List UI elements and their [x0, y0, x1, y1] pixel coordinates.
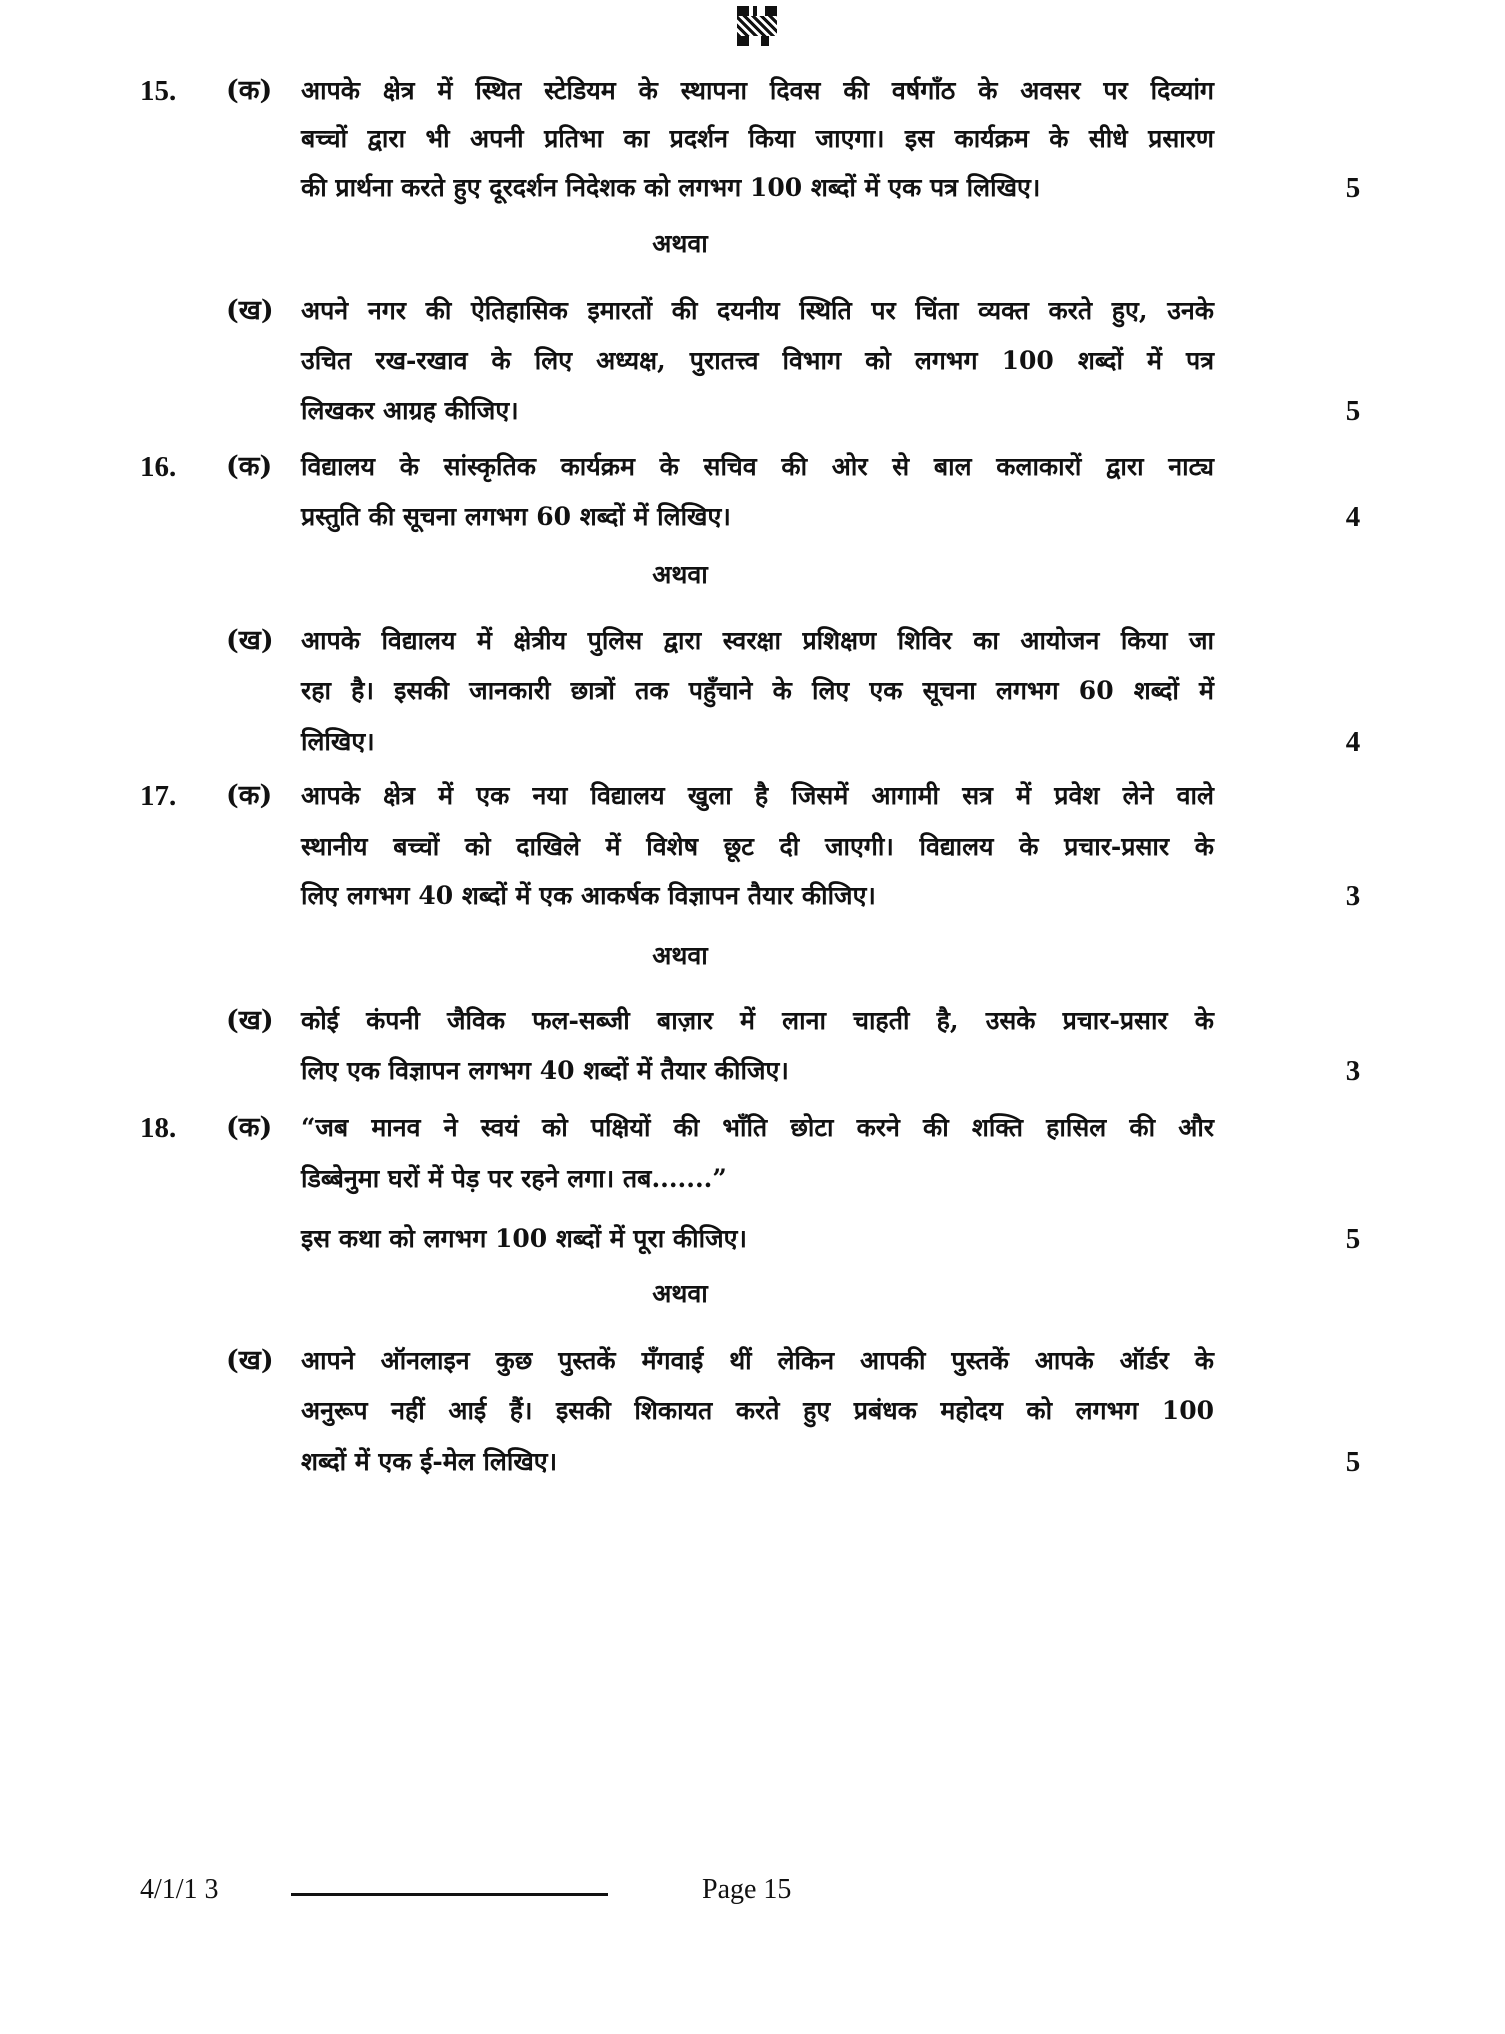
question-text-line: रहा है। इसकी जानकारी छात्रों तक पहुँचाने के लिए एक सूचना लगभग 60 शब्दों में: [301, 676, 1214, 705]
question-number: 15.: [140, 75, 177, 107]
question-text-line: की प्रार्थना करते हुए दूरदर्शन निदेशक को लगभग 100 शब्दों में एक पत्र लिखिए।: [301, 173, 1041, 202]
page-number: Page 15: [702, 1874, 792, 1905]
question-text-line: प्रस्तुति की सूचना लगभग 60 शब्दों में लिखिए।: [301, 502, 731, 531]
question-text-line: लिए लगभग 40 शब्दों में एक आकर्षक विज्ञापन तैयार कीजिए।: [301, 881, 876, 910]
part-label: (ख): [226, 625, 274, 656]
question-text-line: स्थानीय बच्चों को दाखिले में विशेष छूट दी जाएगी। विद्यालय के प्रचार-प्रसार के: [301, 832, 1214, 861]
marks: 3: [1345, 1055, 1361, 1087]
question-text-line: लिखिए।: [301, 727, 375, 756]
question-text-line: उचित रख-रखाव के लिए अध्यक्ष, पुरातत्त्व विभाग को लगभग 100 शब्दों में पत्र: [301, 346, 1214, 375]
part-label: (क): [226, 451, 273, 482]
question-text-line: “जब मानव ने स्वयं को पक्षियों की भाँति छोटा करने की शक्ति हासिल की और: [301, 1113, 1214, 1142]
marks: 5: [1345, 1446, 1361, 1478]
question-number: 17.: [140, 780, 177, 812]
marks: 4: [1345, 501, 1361, 533]
or-divider: अथवा: [652, 229, 708, 258]
question-text-line: बच्चों द्वारा भी अपनी प्रतिभा का प्रदर्शन किया जाएगा। इस कार्यक्रम के सीधे प्रसारण: [301, 124, 1214, 153]
question-text-line: विद्यालय के सांस्कृतिक कार्यक्रम के सचिव की ओर से बाल कलाकारों द्वारा नाट्य: [301, 452, 1214, 481]
part-label: (ख): [226, 1345, 274, 1376]
paper-code: 4/1/1 3: [140, 1874, 219, 1905]
question-text-line: अपने नगर की ऐतिहासिक इमारतों की दयनीय स्थिति पर चिंता व्यक्त करते हुए, उनके: [301, 296, 1214, 325]
question-text-line: इस कथा को लगभग 100 शब्दों में पूरा कीजिए।: [301, 1224, 747, 1253]
part-label: (ख): [226, 295, 274, 326]
marks: 5: [1345, 1223, 1361, 1255]
marks: 5: [1345, 172, 1361, 204]
question-text-line: आपके विद्यालय में क्षेत्रीय पुलिस द्वारा स्वरक्षा प्रशिक्षण शिविर का आयोजन किया जा: [301, 626, 1214, 655]
or-divider: अथवा: [652, 941, 708, 970]
part-label: (क): [226, 1112, 273, 1143]
question-text-line: आपने ऑनलाइन कुछ पुस्तकें मँगवाई थीं लेकिन आपकी पुस्तकें आपके ऑर्डर के: [301, 1346, 1214, 1375]
question-text-line: डिब्बेनुमा घरों में पेड़ पर रहने लगा। तब.......”: [301, 1164, 727, 1193]
question-text-line: अनुरूप नहीं आई हैं। इसकी शिकायत करते हुए प्रबंधक महोदय को लगभग 100: [301, 1396, 1214, 1425]
footer-rule: [291, 1893, 608, 1896]
part-label: (ख): [226, 1005, 274, 1036]
qr-code: [737, 6, 777, 46]
or-divider: अथवा: [652, 1279, 708, 1308]
question-text-line: लिखकर आग्रह कीजिए।: [301, 396, 519, 425]
marks: 4: [1345, 726, 1361, 758]
question-text-line: आपके क्षेत्र में एक नया विद्यालय खुला है जिसमें आगामी सत्र में प्रवेश लेने वाले: [301, 781, 1214, 810]
part-label: (क): [226, 780, 273, 811]
question-text-line: लिए एक विज्ञापन लगभग 40 शब्दों में तैयार कीजिए।: [301, 1056, 789, 1085]
marks: 5: [1345, 395, 1361, 427]
question-number: 18.: [140, 1112, 177, 1144]
question-text-line: कोई कंपनी जैविक फल-सब्जी बाज़ार में लाना चाहती है, उसके प्रचार-प्रसार के: [301, 1006, 1214, 1035]
part-label: (क): [226, 75, 273, 106]
question-text-line: आपके क्षेत्र में स्थित स्टेडियम के स्थापना दिवस की वर्षगाँठ के अवसर पर दिव्यांग: [301, 76, 1214, 105]
question-text-line: शब्दों में एक ई-मेल लिखिए।: [301, 1447, 558, 1476]
or-divider: अथवा: [652, 560, 708, 589]
question-number: 16.: [140, 451, 177, 483]
marks: 3: [1345, 880, 1361, 912]
